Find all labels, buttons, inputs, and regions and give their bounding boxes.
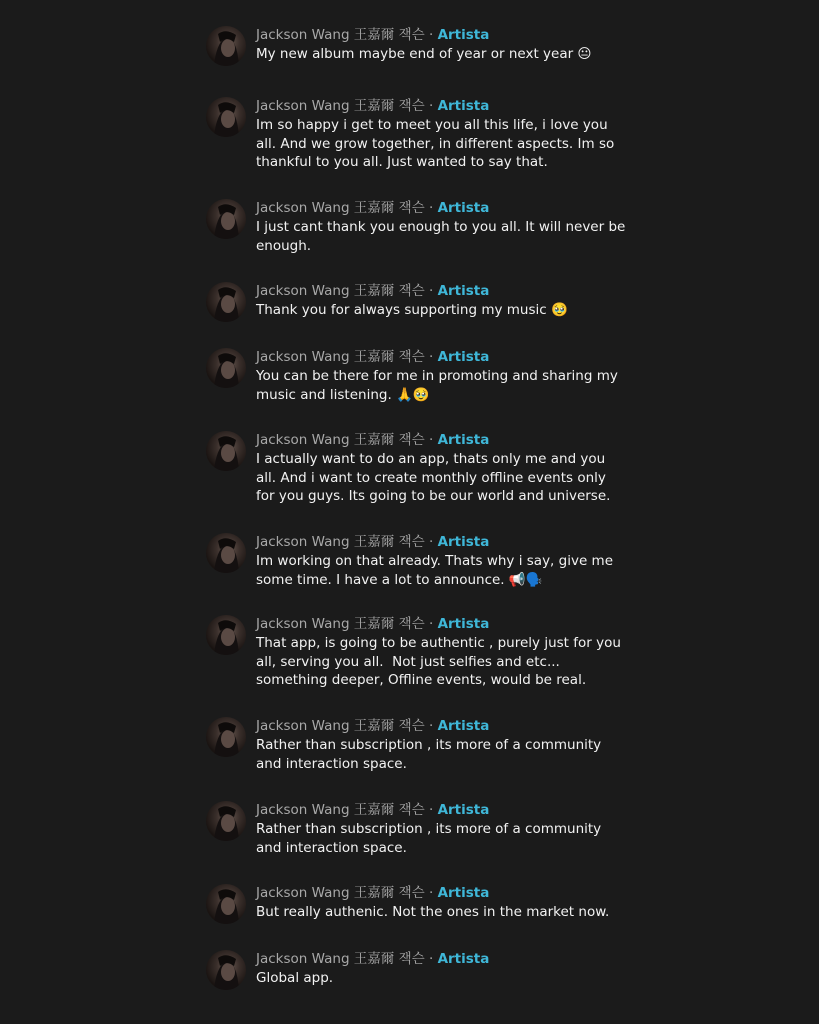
avatar[interactable] <box>206 348 246 388</box>
avatar[interactable] <box>206 717 246 757</box>
avatar[interactable] <box>206 97 246 137</box>
author-name[interactable]: Jackson Wang 王嘉爾 잭슨 <box>256 27 425 43</box>
author-name[interactable]: Jackson Wang 王嘉爾 잭슨 <box>256 802 425 818</box>
avatar-portrait-icon <box>206 199 246 239</box>
avatar-portrait-icon <box>206 717 246 757</box>
role-badge: Artista <box>437 98 490 114</box>
message-text: Rather than subscription , its more of a community and interaction space. <box>256 737 606 772</box>
avatar-portrait-icon <box>206 950 246 990</box>
message-header <box>256 884 489 902</box>
avatar[interactable] <box>206 801 246 841</box>
avatar[interactable] <box>206 26 246 66</box>
message-text: You can be there for me in promoting and sharing my music and listening. 🙏🥹 <box>256 368 623 403</box>
separator-dot: · <box>428 885 434 901</box>
author-name[interactable]: Jackson Wang 王嘉爾 잭슨 <box>256 718 425 734</box>
separator-dot: · <box>428 432 434 448</box>
message-header <box>256 533 489 551</box>
message-header <box>256 717 489 735</box>
message-text: My new album maybe end of year or next year 😐 <box>256 46 592 62</box>
avatar-portrait-icon <box>206 348 246 388</box>
avatar-portrait-icon <box>206 26 246 66</box>
separator-dot: · <box>428 951 434 967</box>
role-badge: Artista <box>437 802 490 818</box>
role-badge: Artista <box>437 200 490 216</box>
message-text: But really authenic. Not the ones in the market now. <box>256 904 610 920</box>
separator-dot: · <box>428 98 434 114</box>
avatar[interactable] <box>206 950 246 990</box>
role-badge: Artista <box>437 885 490 901</box>
role-badge: Artista <box>437 349 490 365</box>
author-name[interactable]: Jackson Wang 王嘉爾 잭슨 <box>256 885 425 901</box>
message-header <box>256 26 489 44</box>
message-text: Rather than subscription , its more of a community and interaction space. <box>256 821 606 856</box>
avatar-portrait-icon <box>206 615 246 655</box>
role-badge: Artista <box>437 951 490 967</box>
avatar[interactable] <box>206 431 246 471</box>
role-badge: Artista <box>437 616 490 632</box>
role-badge: Artista <box>437 27 490 43</box>
message-text: That app, is going to be authentic , purely just for you all, serving you all. Not just selfies and etc... something deeper, Offline events, would be real. <box>256 635 626 689</box>
message-text: I actually want to do an app, thats only me and you all. And i want to create monthly offline events only for you guys. Its going to be our world and universe. <box>256 451 611 505</box>
role-badge: Artista <box>437 283 490 299</box>
message-header <box>256 615 489 633</box>
author-name[interactable]: Jackson Wang 王嘉爾 잭슨 <box>256 534 425 550</box>
author-name[interactable]: Jackson Wang 王嘉爾 잭슨 <box>256 616 425 632</box>
role-badge: Artista <box>437 534 490 550</box>
message-text: I just cant thank you enough to you all. It will never be enough. <box>256 219 630 254</box>
separator-dot: · <box>428 718 434 734</box>
separator-dot: · <box>428 534 434 550</box>
author-name[interactable]: Jackson Wang 王嘉爾 잭슨 <box>256 349 425 365</box>
author-name[interactable]: Jackson Wang 王嘉爾 잭슨 <box>256 283 425 299</box>
message-header <box>256 801 489 819</box>
author-name[interactable]: Jackson Wang 王嘉爾 잭슨 <box>256 951 425 967</box>
role-badge: Artista <box>437 718 490 734</box>
avatar-portrait-icon <box>206 884 246 924</box>
message-text: Im working on that already. Thats why i say, give me some time. I have a lot to announce. 📢🗣️ <box>256 553 618 588</box>
message-header <box>256 431 489 449</box>
separator-dot: · <box>428 283 434 299</box>
avatar[interactable] <box>206 282 246 322</box>
separator-dot: · <box>428 802 434 818</box>
avatar[interactable] <box>206 533 246 573</box>
separator-dot: · <box>428 616 434 632</box>
avatar-portrait-icon <box>206 533 246 573</box>
separator-dot: · <box>428 200 434 216</box>
message-text: Global app. <box>256 970 334 986</box>
avatar-portrait-icon <box>206 282 246 322</box>
author-name[interactable]: Jackson Wang 王嘉爾 잭슨 <box>256 200 425 216</box>
avatar-portrait-icon <box>206 97 246 137</box>
role-badge: Artista <box>437 432 490 448</box>
avatar-portrait-icon <box>206 431 246 471</box>
author-name[interactable]: Jackson Wang 王嘉爾 잭슨 <box>256 98 425 114</box>
message-text: Thank you for always supporting my music 🥹 <box>256 302 568 318</box>
message-header <box>256 199 489 217</box>
separator-dot: · <box>428 349 434 365</box>
separator-dot: · <box>428 27 434 43</box>
avatar-portrait-icon <box>206 801 246 841</box>
message-text: Im so happy i get to meet you all this life, i love you all. And we grow together, in different aspects. Im so thankful to you all. Just wanted to say that. <box>256 117 619 171</box>
author-name[interactable]: Jackson Wang 王嘉爾 잭슨 <box>256 432 425 448</box>
message-header <box>256 97 489 115</box>
avatar[interactable] <box>206 615 246 655</box>
message-header <box>256 348 489 366</box>
avatar[interactable] <box>206 199 246 239</box>
message-header <box>256 950 489 968</box>
avatar[interactable] <box>206 884 246 924</box>
message-header <box>256 282 489 300</box>
